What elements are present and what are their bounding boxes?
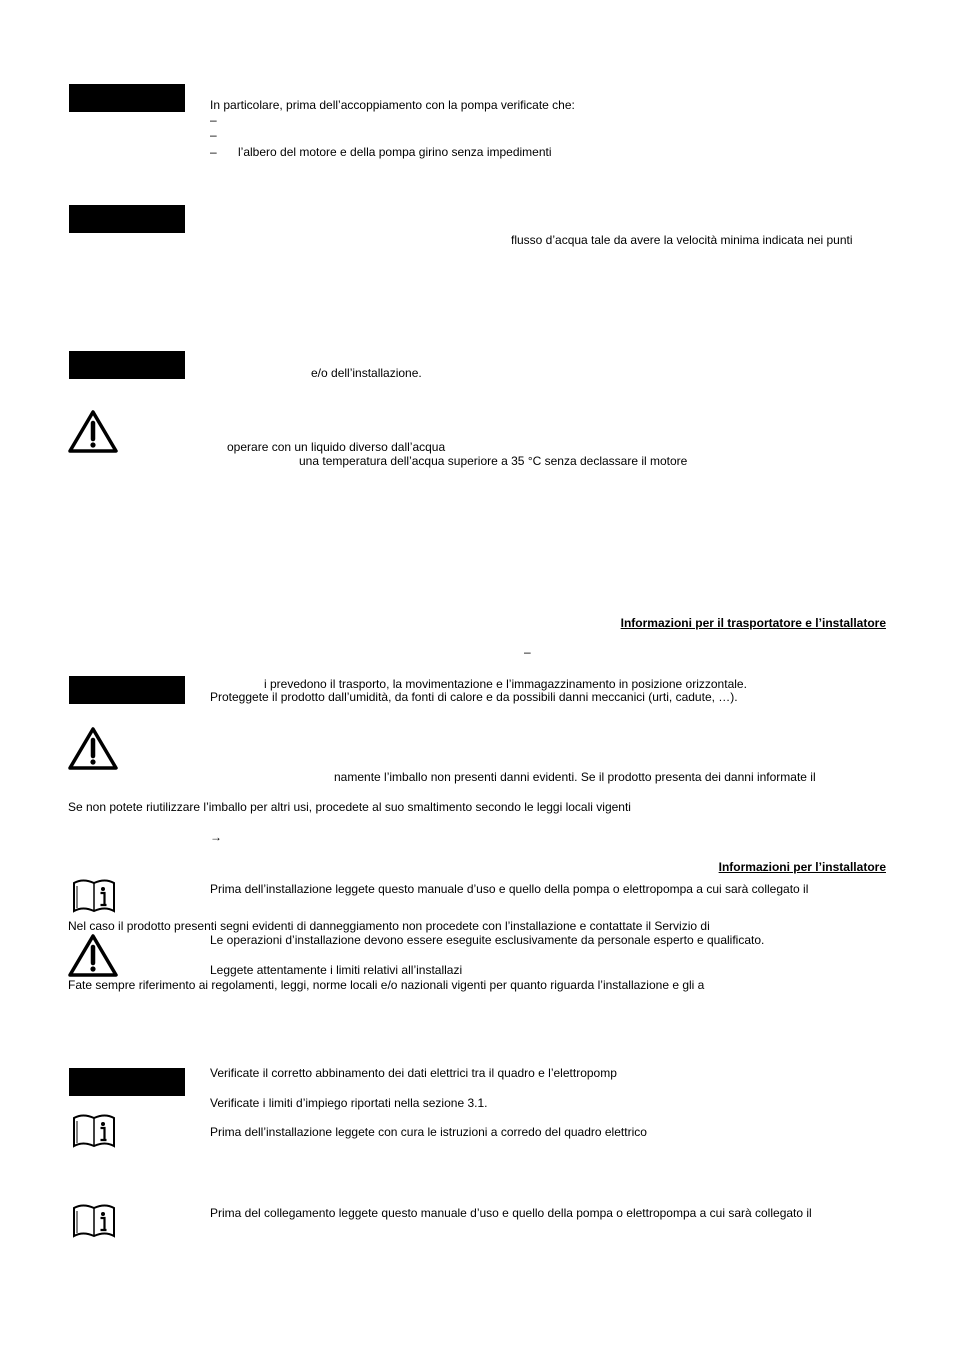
paragraph-line: Le operazioni d’installazione devono essere eseguite esclusivamente da personale esperto e qualificato. xyxy=(210,933,765,947)
paragraph-line: Verificate il corretto abbinamento dei dati elettrici tra il quadro e l’elettropomp xyxy=(210,1066,617,1080)
warning-triangle-icon xyxy=(68,933,118,977)
paragraph-line: Prima del collegamento leggete questo manuale d’uso e quello della pompa o elettropompa a cui sarà collegato il xyxy=(210,1206,812,1220)
paragraph-line: flusso d’acqua tale da avere la velocità minima indicata nei punti xyxy=(511,233,853,247)
section-heading-transport: Informazioni per il trasportatore e l’installatore xyxy=(620,616,886,630)
list-dash: – xyxy=(210,113,217,127)
section-label-bar xyxy=(69,676,185,704)
section-label-bar xyxy=(69,84,185,112)
list-item: l’albero del motore e della pompa girino senza impedimenti xyxy=(238,145,552,159)
list-dash: – xyxy=(210,128,217,142)
paragraph-line: una temperatura dell’acqua superiore a 35 °C senza declassare il motore xyxy=(299,454,688,468)
arrow-glyph: → xyxy=(210,830,222,844)
paragraph-line: i prevedono il trasporto, la movimentazione e l’immagazzinamento in posizione orizzontale. xyxy=(264,677,747,691)
list-dash: – xyxy=(524,645,531,659)
paragraph-line: Nel caso il prodotto presenti segni evidenti di danneggiamento non procedete con l’installazione e contattate il Servizio di xyxy=(68,919,710,933)
list-dash: – xyxy=(210,145,217,159)
section-label-bar xyxy=(69,1068,185,1096)
section-label-bar xyxy=(69,351,185,379)
section-heading-installer: Informazioni per l’installatore xyxy=(718,860,886,874)
paragraph-line: Leggete attentamente i limiti relativi all’installazi xyxy=(210,963,463,977)
paragraph-line: Prima dell’installazione leggete questo manuale d’uso e quello della pompa o elettropompa a cui sarà collegato il xyxy=(210,882,809,896)
paragraph-line: Se non potete riutilizzare l’imballo per altri usi, procedete al suo smaltimento secondo le leggi locali vigenti xyxy=(68,800,631,814)
paragraph-line: Verificate i limiti d’impiego riportati nella sezione 3.1. xyxy=(210,1096,488,1110)
paragraph-line: e/o dell’installazione. xyxy=(311,366,422,380)
section-label-bar xyxy=(69,205,185,233)
paragraph-line: namente l’imballo non presenti danni evidenti. Se il prodotto presenta dei danni informate il xyxy=(334,770,816,784)
warning-triangle-icon xyxy=(68,726,118,770)
read-manual-icon xyxy=(72,1202,116,1238)
read-manual-icon xyxy=(72,877,116,913)
paragraph-line: Fate sempre riferimento ai regolamenti, leggi, norme locali e/o nazionali vigenti per quanto riguarda l’installazione e gli a xyxy=(68,978,705,992)
paragraph-line: Prima dell’installazione leggete con cura le istruzioni a corredo del quadro elettrico xyxy=(210,1125,647,1139)
warning-triangle-icon xyxy=(68,409,118,453)
paragraph-line: operare con un liquido diverso dall’acqua xyxy=(227,440,446,454)
paragraph-line: Proteggete il prodotto dall’umidità, da fonti di calore e da possibili danni meccanici (urti, cadute, …). xyxy=(210,690,738,704)
read-manual-icon xyxy=(72,1112,116,1148)
section1-intro: In particolare, prima dell’accoppiamento con la pompa verificate che: xyxy=(210,98,575,112)
